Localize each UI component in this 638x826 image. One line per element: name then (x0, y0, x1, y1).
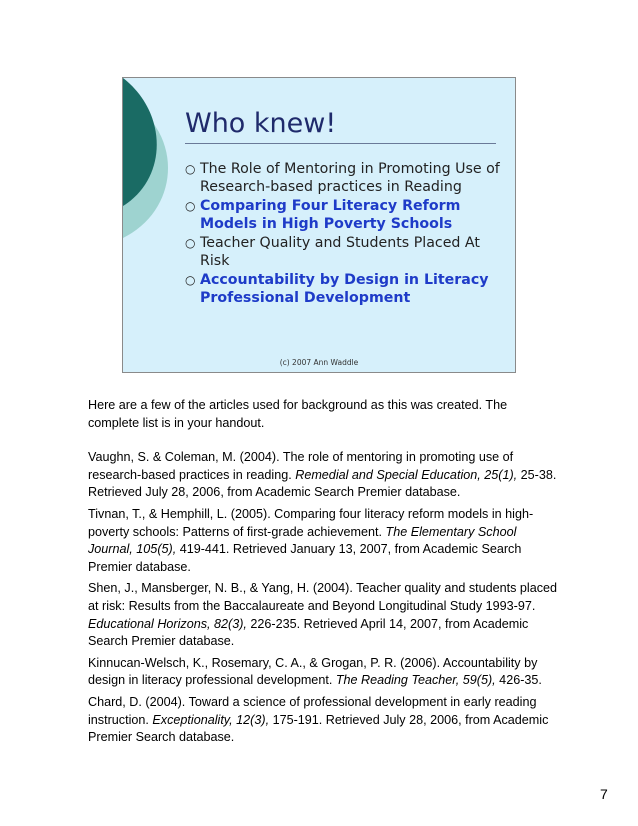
reference-source: The Reading Teacher, 59(5), (335, 673, 496, 688)
reference-text: Chard, D. (2004). Toward a science of professional development in early reading instruction. (88, 694, 537, 727)
slide-copyright: (c) 2007 Ann Waddle (279, 358, 359, 367)
slide-title: Who knew! (185, 108, 337, 139)
reference-text: Tivnan, T., & Hemphill, L. (2005). Comparing four literacy reform models in high-poverty schools: Patterns of first-grade achievement. (88, 506, 534, 539)
reference-source: Educational Horizons, 82(3), (88, 616, 247, 631)
reference-text: Vaughn, S. & Coleman, M. (2004). The role of mentoring in promoting use of research-based practices in reading. (88, 450, 514, 482)
notes-intro: Here are a few of the articles used for background as this was created. The complete list is in your handout. (88, 398, 508, 430)
reference-text: Shen, J., Mansberger, N. B., & Yang, H. (2004). Teacher quality and students placed at risk: Results from the Baccalaureate and Beyond Longitudinal Study 1993-97. (88, 581, 558, 613)
reference-text: 426-35. (495, 673, 542, 688)
reference-text: 419-441. Retrieved January 13, 2007, from Academic Search Premier database. (88, 542, 522, 574)
page-number: 7 (600, 786, 608, 802)
bullet-text: Accountability by Design in Literacy Professional Development (200, 272, 489, 306)
reference-entry (88, 449, 558, 502)
reference-entry (88, 580, 558, 650)
circle-bullet-icon: ○ (185, 199, 196, 213)
reference-entry (88, 655, 558, 690)
reference-source: Remedial and Special Education, 25(1), (295, 467, 518, 482)
bullet-text: Teacher Quality and Students Placed At Risk (200, 235, 480, 269)
slide-bullet-list (185, 161, 505, 309)
reference-entry (88, 694, 558, 747)
bullet-text: The Role of Mentoring in Promoting Use of Research-based practices in Reading (200, 161, 500, 195)
reference-source: The Elementary School Journal, 105(5), (88, 524, 517, 557)
circle-bullet-icon: ○ (185, 162, 196, 176)
reference-text: 25-38. Retrieved July 28, 2006, from Academic Search Premier database. (88, 467, 557, 500)
bullet-item (185, 161, 505, 196)
slide-thumbnail (122, 77, 516, 373)
reference-text: 175-191. Retrieved July 28, 2006, from Academic Premier Search database. (88, 712, 549, 745)
reference-text: Kinnucan-Welsch, K., Rosemary, C. A., & Grogan, P. R. (2006). Accountability by design in literacy professional development. (88, 655, 538, 688)
bullet-item (185, 272, 505, 307)
reference-source: Exceptionality, 12(3), (152, 712, 270, 727)
reference-text: 226-235. Retrieved April 14, 2007, from Academic Search Premier database. (88, 616, 529, 649)
reference-entry (88, 506, 558, 576)
bullet-text: Comparing Four Literacy Reform Models in High Poverty Schools (200, 198, 461, 232)
title-divider (185, 143, 496, 144)
bullet-item (185, 235, 505, 270)
circle-bullet-icon: ○ (185, 273, 196, 287)
speaker-notes (88, 397, 558, 751)
circle-bullet-icon: ○ (185, 236, 196, 250)
bullet-item (185, 198, 505, 233)
